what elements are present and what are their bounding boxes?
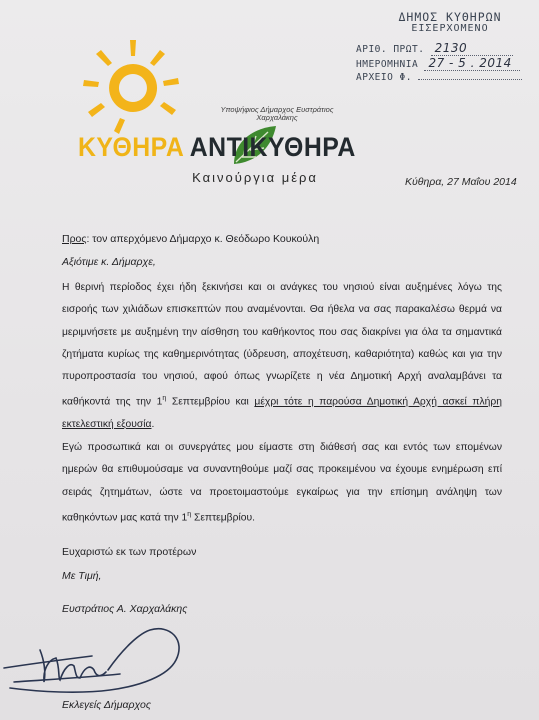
closing-line: Με Τιμή, — [62, 570, 102, 582]
salutation: Αξιότιμε κ. Δήμαρχε, — [62, 256, 156, 268]
paragraph-2 — [62, 437, 502, 530]
recipient-text: : τον απερχόμενο Δήμαρχο κ. Θεόδωρο Κουκούλη — [86, 233, 320, 245]
stamp-date-value: 27 - 5 . 2014 — [424, 56, 520, 71]
registry-stamp — [356, 4, 534, 88]
stamp-protocol-value: 2130 — [431, 41, 513, 56]
brand-name — [78, 132, 356, 163]
paragraph-1 — [62, 277, 502, 437]
stamp-archive-value — [418, 79, 522, 80]
campaign-logo — [78, 36, 356, 185]
candidate-caption: Υποψήφιος Δήμαρχος Ευστράτιος Χαρχαλάκης — [220, 105, 334, 122]
thanks-line: Ευχαριστώ εκ των προτέρων — [62, 546, 197, 558]
recipient-line — [62, 233, 319, 245]
stamp-archive-label: ΑΡΧΕΙΟ Φ. — [356, 72, 412, 83]
paragraph-1-superscript: η — [162, 395, 167, 403]
paragraph-1-text-cont: Σεπτεμβρίου και — [166, 396, 255, 408]
paragraph-1-text: Η θερινή περίοδος έχει ήδη ξεκινήσει και οι ανάγκες του νησιού είναι αυξημένες λόγω της εισροής των χιλιάδων επισκεπτών που αναμένονται. Θα ήθελα να σας παρακαλέσω θερμά να μεριμνήσετε με αυξημένη την αίσθηση του καθήκοντος που σας διακρίνει για όλα τα σημαντικά ζητήματα κυρίως της καθημερινότητας (ύδρευση, αποχέτευση, καθαριότητα) καθώς και για την πυροπροστασία του νησιού, αφού όπως γνωρίζετε η νέα Δημοτική Αρχή αναλαμβάνει τα καθήκοντά της την 1 — [62, 282, 502, 408]
stamp-archive-row — [356, 72, 522, 83]
stamp-protocol-row — [356, 41, 513, 56]
handwritten-signature — [0, 620, 200, 700]
paragraph-1-emphasis: μέχρι τότε η παρούσα Δημοτική Αρχή ασκεί πλήρη εκτελεστική εξουσία — [62, 396, 502, 431]
brand-right: ΑΝΤΙΚΥΘΗΡΑ — [189, 132, 356, 162]
stamp-protocol-label: ΑΡΙΘ. ΠΡΩΤ. — [356, 44, 425, 55]
signer-name: Ευστράτιος Α. Χαρχαλάκης — [62, 603, 188, 615]
brand-left: ΚΥΘΗΡΑ — [78, 132, 185, 162]
sun-icon — [78, 36, 188, 146]
stamp-subtitle: ΕΙΣΕΡΧΟΜΕΝΟ — [411, 23, 489, 34]
signer-role: Εκλεγείς Δήμαρχος — [62, 699, 151, 711]
paragraph-2-end: Σεπτεμβρίου. — [191, 512, 255, 524]
letter-date: Κύθηρα, 27 Μαΐου 2014 — [405, 176, 517, 188]
stamp-date-row — [356, 56, 520, 71]
paragraph-1-end: . — [151, 419, 155, 431]
recipient-label: Προς — [62, 233, 87, 245]
paragraph-2-text: Εγώ προσωπικά και οι συνεργάτες μου είμαστε στη διάθεσή σας και εντός των επομένων ημερών θα επιθυμούσαμε να συναντηθούμε μαζί σας προκειμένου να έχουμε ενημέρωση επί σειράς ζητημάτων, ώστε να προετοιμαστούμε εγκαίρως για την επίσημη ανάληψη των καθηκόντων μας κατά την 1 — [62, 442, 502, 524]
stamp-title: ΔΗΜΟΣ ΚΥΘΗΡΩΝ — [398, 10, 502, 24]
paragraph-2-superscript: η — [187, 510, 192, 518]
tagline: Καινούργια μέρα — [192, 170, 318, 185]
stamp-date-label: ΗΜΕΡΟΜΗΝΙΑ — [356, 59, 419, 70]
